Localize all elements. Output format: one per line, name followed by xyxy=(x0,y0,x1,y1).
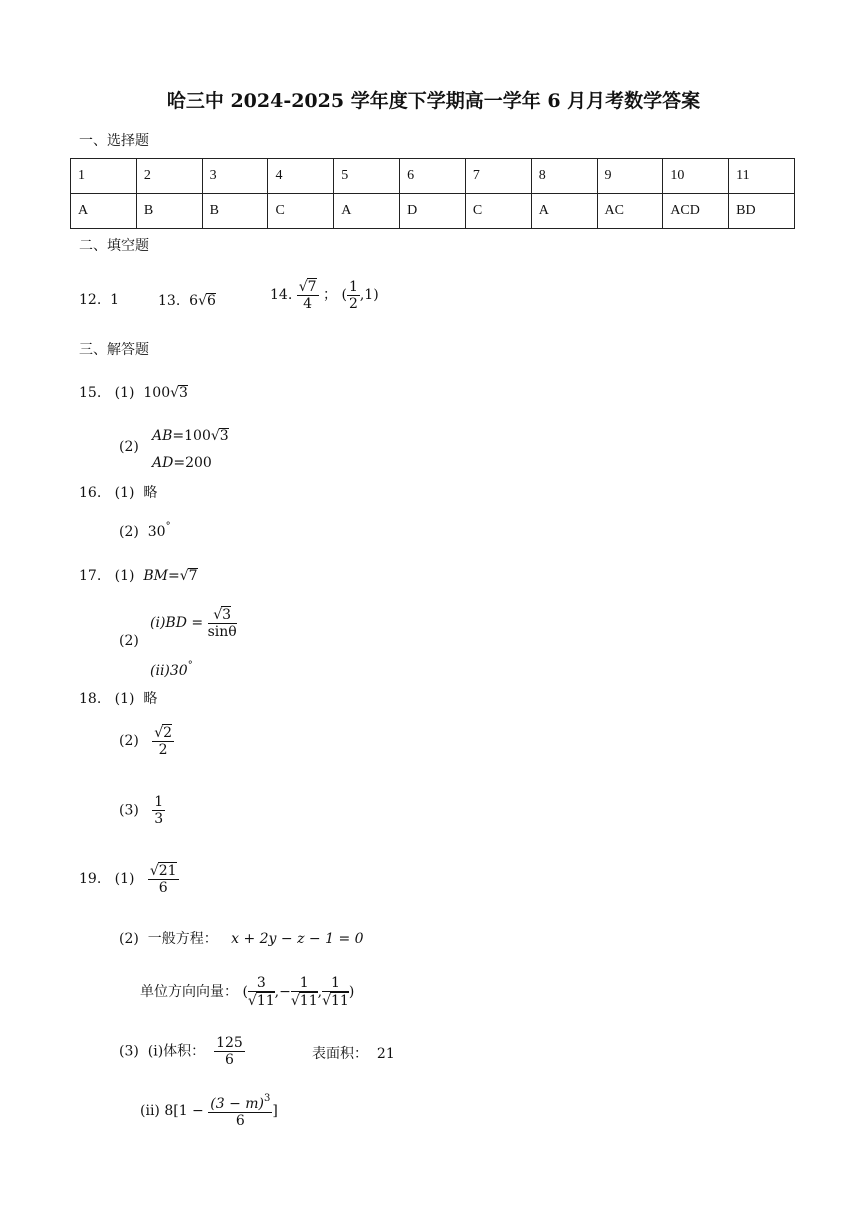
answer-cell: A xyxy=(71,194,137,229)
q15-part1: 15. (1) 100√3 xyxy=(79,385,188,401)
q17-ii: (ii)30° xyxy=(150,660,193,679)
q19-part3-i: (3) (i)体积： $\frac{125}{6}$ xyxy=(119,1035,243,1069)
fraction: $\frac{√21}{6}$ xyxy=(149,863,177,897)
question-number-cell: 7 xyxy=(465,159,531,194)
answer-row xyxy=(71,194,795,229)
fraction: $\frac{125}{6}$ xyxy=(216,1035,243,1069)
q16-part1: 16. (1) 略 xyxy=(79,485,158,501)
fraction: $\frac{√3}{\sin\theta}$ xyxy=(207,607,237,641)
q14-answer: 14. $\frac{√7}{4}$ ； ( $\frac{1}{2}$ ,1) xyxy=(270,278,379,313)
fraction: $\frac{1}{√11}$ xyxy=(322,975,349,1010)
answer-cell: B xyxy=(202,194,268,229)
question-number-row xyxy=(71,159,795,194)
question-number-cell: 6 xyxy=(400,159,466,194)
fraction: $\frac{3}{√11}$ xyxy=(247,975,275,1010)
q19-part1: 19. (1) $\frac{√21}{6}$ xyxy=(79,863,177,897)
answer-cell: ACD xyxy=(663,194,729,229)
q17-i: (i)BD = $\frac{√3}{\sin\theta}$ xyxy=(150,607,237,641)
question-number-cell: 8 xyxy=(531,159,597,194)
answer-cell: C xyxy=(268,194,334,229)
q15-part2-label: (2) xyxy=(119,439,139,455)
q16-part2: (2) 30° xyxy=(119,521,171,540)
answer-cell: B xyxy=(136,194,202,229)
section-solve-heading: 三、解答题 xyxy=(79,342,149,358)
question-number-cell: 10 xyxy=(663,159,729,194)
answer-cell: C xyxy=(465,194,531,229)
section-fill-heading: 二、填空题 xyxy=(79,238,149,254)
answer-cell: A xyxy=(334,194,400,229)
q15-ab: AB=100√3 xyxy=(152,428,229,444)
question-number-cell: 3 xyxy=(202,159,268,194)
answer-cell: AC xyxy=(597,194,663,229)
fraction: $\frac{1}{3}$ xyxy=(154,794,164,828)
q15-ad: AD=200 xyxy=(152,455,212,471)
question-number-cell: 5 xyxy=(334,159,400,194)
question-number-cell: 4 xyxy=(268,159,334,194)
section-choice-heading: 一、选择题 xyxy=(79,133,149,149)
sqrt-symbol: √6 xyxy=(198,293,216,309)
q18-part1: 18. (1) 略 xyxy=(79,691,158,707)
answer-cell: BD xyxy=(729,194,795,229)
q12-answer: 12. 1 xyxy=(79,292,120,308)
fraction: $\frac{√2}{2}$ xyxy=(154,725,173,759)
fraction: $\frac{(3 - m)^3}{6}$ xyxy=(210,1093,271,1130)
fraction: $\frac{1}{2}$ xyxy=(348,278,358,312)
question-number-cell: 11 xyxy=(729,159,795,194)
q18-part2: (2) $\frac{√2}{2}$ xyxy=(119,725,173,759)
question-number-cell: 2 xyxy=(136,159,202,194)
question-number-cell: 1 xyxy=(71,159,137,194)
q13-answer: 13. 6√6 xyxy=(158,293,216,309)
q18-part3: (3) $\frac{1}{3}$ xyxy=(119,794,164,828)
fraction: $\frac{√7}{4}$ xyxy=(298,279,317,313)
q19-unit-vector: 单位方向向量： ( $\frac{3}{√11}$ ,− $\frac{1}{√11}$ , $\frac{1}{√11}$ ) xyxy=(140,975,355,1010)
fraction: $\frac{1}{√11}$ xyxy=(290,975,318,1010)
q19-part2-equation: (2) 一般方程： x + 2y − z − 1 = 0 xyxy=(119,931,364,947)
q19-surface-area: 表面积： 21 xyxy=(312,1046,395,1062)
q17-part2-label: (2) xyxy=(119,633,139,649)
question-number-cell: 9 xyxy=(597,159,663,194)
answer-cell: A xyxy=(531,194,597,229)
answer-cell: D xyxy=(400,194,466,229)
q17-part1: 17. (1) BM=√7 xyxy=(79,568,198,584)
q19-part3-ii: (ii) 8[1 − $\frac{(3 - m)^3}{6}$ ] xyxy=(140,1093,278,1130)
page-title: 哈三中 2024-2025 学年度下学期高一学年 6 月月考数学答案 xyxy=(166,90,701,112)
choice-answer-table xyxy=(70,158,795,229)
